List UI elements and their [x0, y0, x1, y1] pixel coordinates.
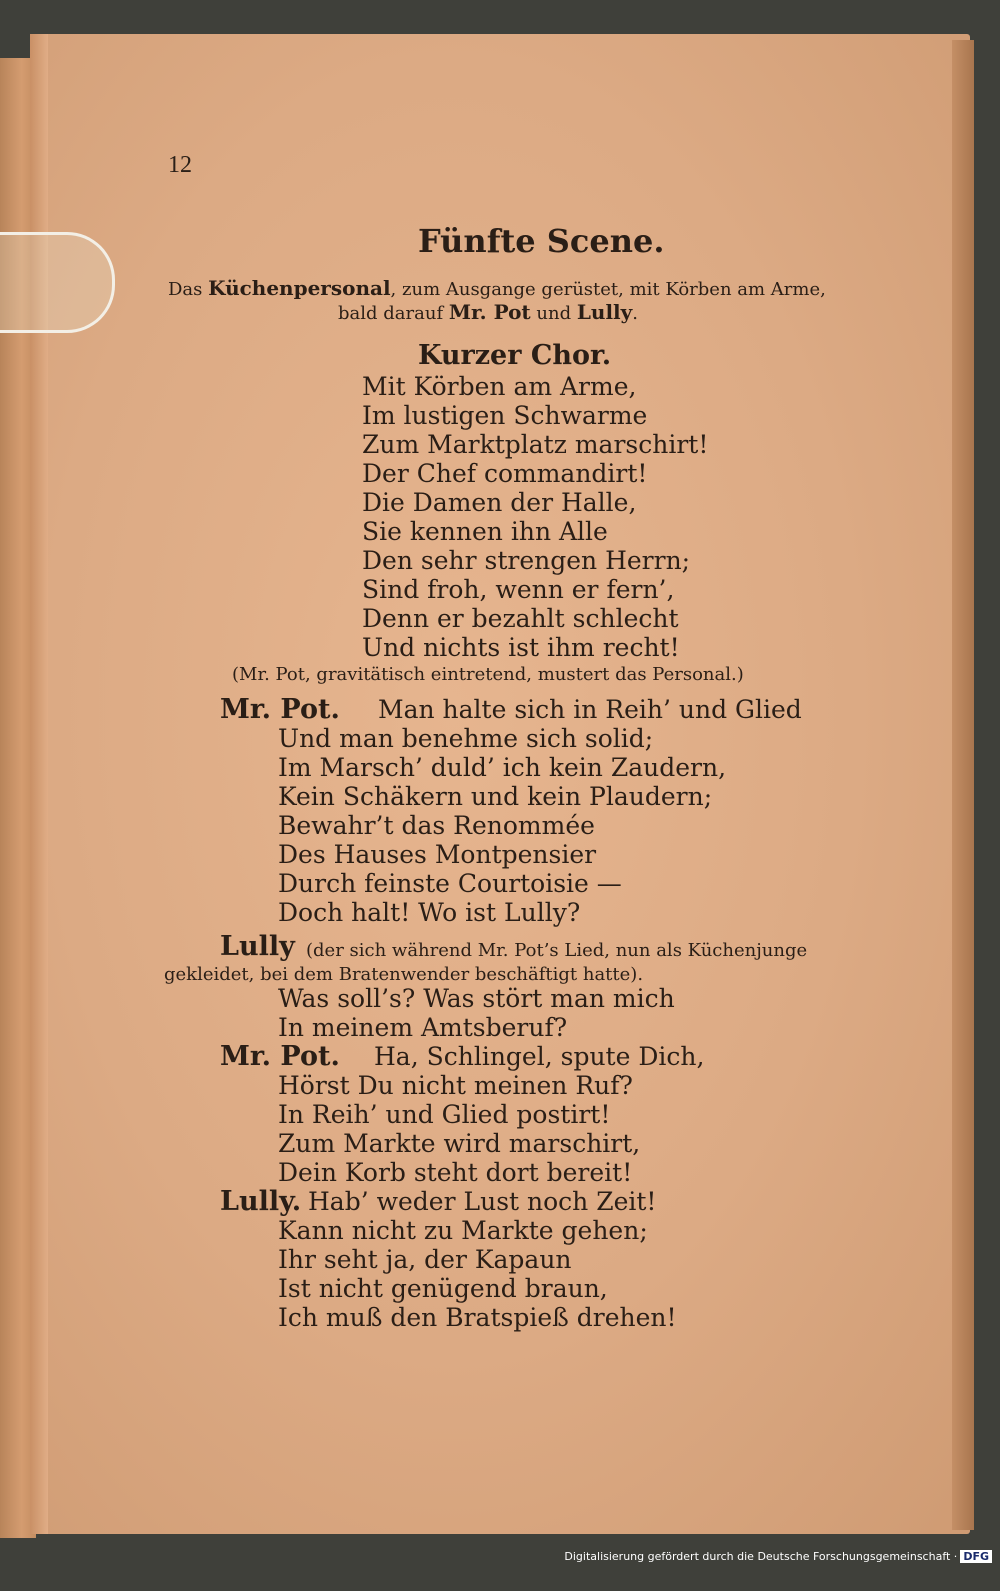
- verse-line: Ha, Schlingel, spute Dich,: [374, 1042, 705, 1071]
- chorus-line: Zum Marktplatz marschirt!: [362, 430, 709, 459]
- chorus-stage-direction: (Mr. Pot, gravitätisch eintretend, mustert das Personal.): [232, 664, 744, 685]
- verse-line: Des Hauses Montpensier: [278, 840, 597, 869]
- speaker-mr-pot: Mr. Pot.: [220, 1041, 340, 1072]
- chorus-line: Der Chef commandirt!: [362, 459, 648, 488]
- right-page-edge: [952, 40, 974, 1530]
- verse-line: Durch feinste Courtoisie —: [278, 869, 622, 898]
- scene-title: Fünfte Scene.: [418, 222, 665, 260]
- chorus-heading: Kurzer Chor.: [418, 340, 612, 371]
- chorus-line: Im lustigen Schwarme: [362, 401, 648, 430]
- verse-line: Im Marsch’ duld’ ich kein Zaudern,: [278, 753, 727, 782]
- chorus-line: Die Damen der Halle,: [362, 488, 637, 517]
- verse-line: Doch halt! Wo ist Lully?: [278, 898, 581, 927]
- stage-direction-line-1: Das Küchenpersonal, zum Ausgange gerüstet, mit Körben am Arme,: [168, 276, 826, 300]
- chorus-line: Und nichts ist ihm recht!: [362, 633, 680, 662]
- verse-line: Bewahr’t das Renommée: [278, 811, 595, 840]
- verse-line: Kein Schäkern und kein Plaudern;: [278, 782, 713, 811]
- chorus-line: Den sehr strengen Herrn;: [362, 546, 691, 575]
- verse-line: Ich muß den Bratspieß drehen!: [278, 1303, 677, 1332]
- chorus-line: Denn er bezahlt schlecht: [362, 604, 679, 633]
- speaker-mr-pot: Mr. Pot.: [220, 694, 340, 725]
- chorus-line: Sind froh, wenn er fern’,: [362, 575, 675, 604]
- verse-line: Was soll’s? Was stört man mich: [278, 984, 675, 1013]
- verse-line: Hörst Du nicht meinen Ruf?: [278, 1071, 633, 1100]
- dfg-logo-badge: DFG: [960, 1550, 992, 1563]
- speaker-lully: Lully: [220, 931, 295, 962]
- chorus-line: Sie kennen ihn Alle: [362, 517, 608, 546]
- digitization-credit: Digitalisierung gefördert durch die Deutsche Forschungsgemeinschaft · DFG: [564, 1550, 992, 1563]
- page-number: 12: [168, 152, 192, 178]
- lully-stage-direction: (der sich während Mr. Pot’s Lied, nun als Küchenjunge: [306, 940, 808, 961]
- paper-clip: [0, 232, 115, 333]
- lully-stage-direction: gekleidet, bei dem Bratenwender beschäftigt hatte).: [164, 964, 644, 985]
- verse-line: Man halte sich in Reih’ und Glied: [378, 695, 802, 724]
- verse-line: Ihr seht ja, der Kapaun: [278, 1245, 572, 1274]
- chorus-line: Mit Körben am Arme,: [362, 372, 637, 401]
- ensemble-name: Küchenpersonal: [208, 276, 391, 300]
- verse-line: Dein Korb steht dort bereit!: [278, 1158, 633, 1187]
- verse-line: In meinem Amtsberuf?: [278, 1013, 568, 1042]
- verse-line: Und man benehme sich solid;: [278, 724, 654, 753]
- verse-line: Zum Markte wird marschirt,: [278, 1129, 641, 1158]
- stage-direction-line-2: bald darauf Mr. Pot und Lully.: [338, 300, 638, 324]
- verse-line: In Reih’ und Glied postirt!: [278, 1100, 611, 1129]
- verse-line: Hab’ weder Lust noch Zeit!: [308, 1187, 657, 1216]
- verse-line: Ist nicht genügend braun,: [278, 1274, 608, 1303]
- speaker-lully: Lully.: [220, 1186, 302, 1217]
- verse-line: Kann nicht zu Markte gehen;: [278, 1216, 648, 1245]
